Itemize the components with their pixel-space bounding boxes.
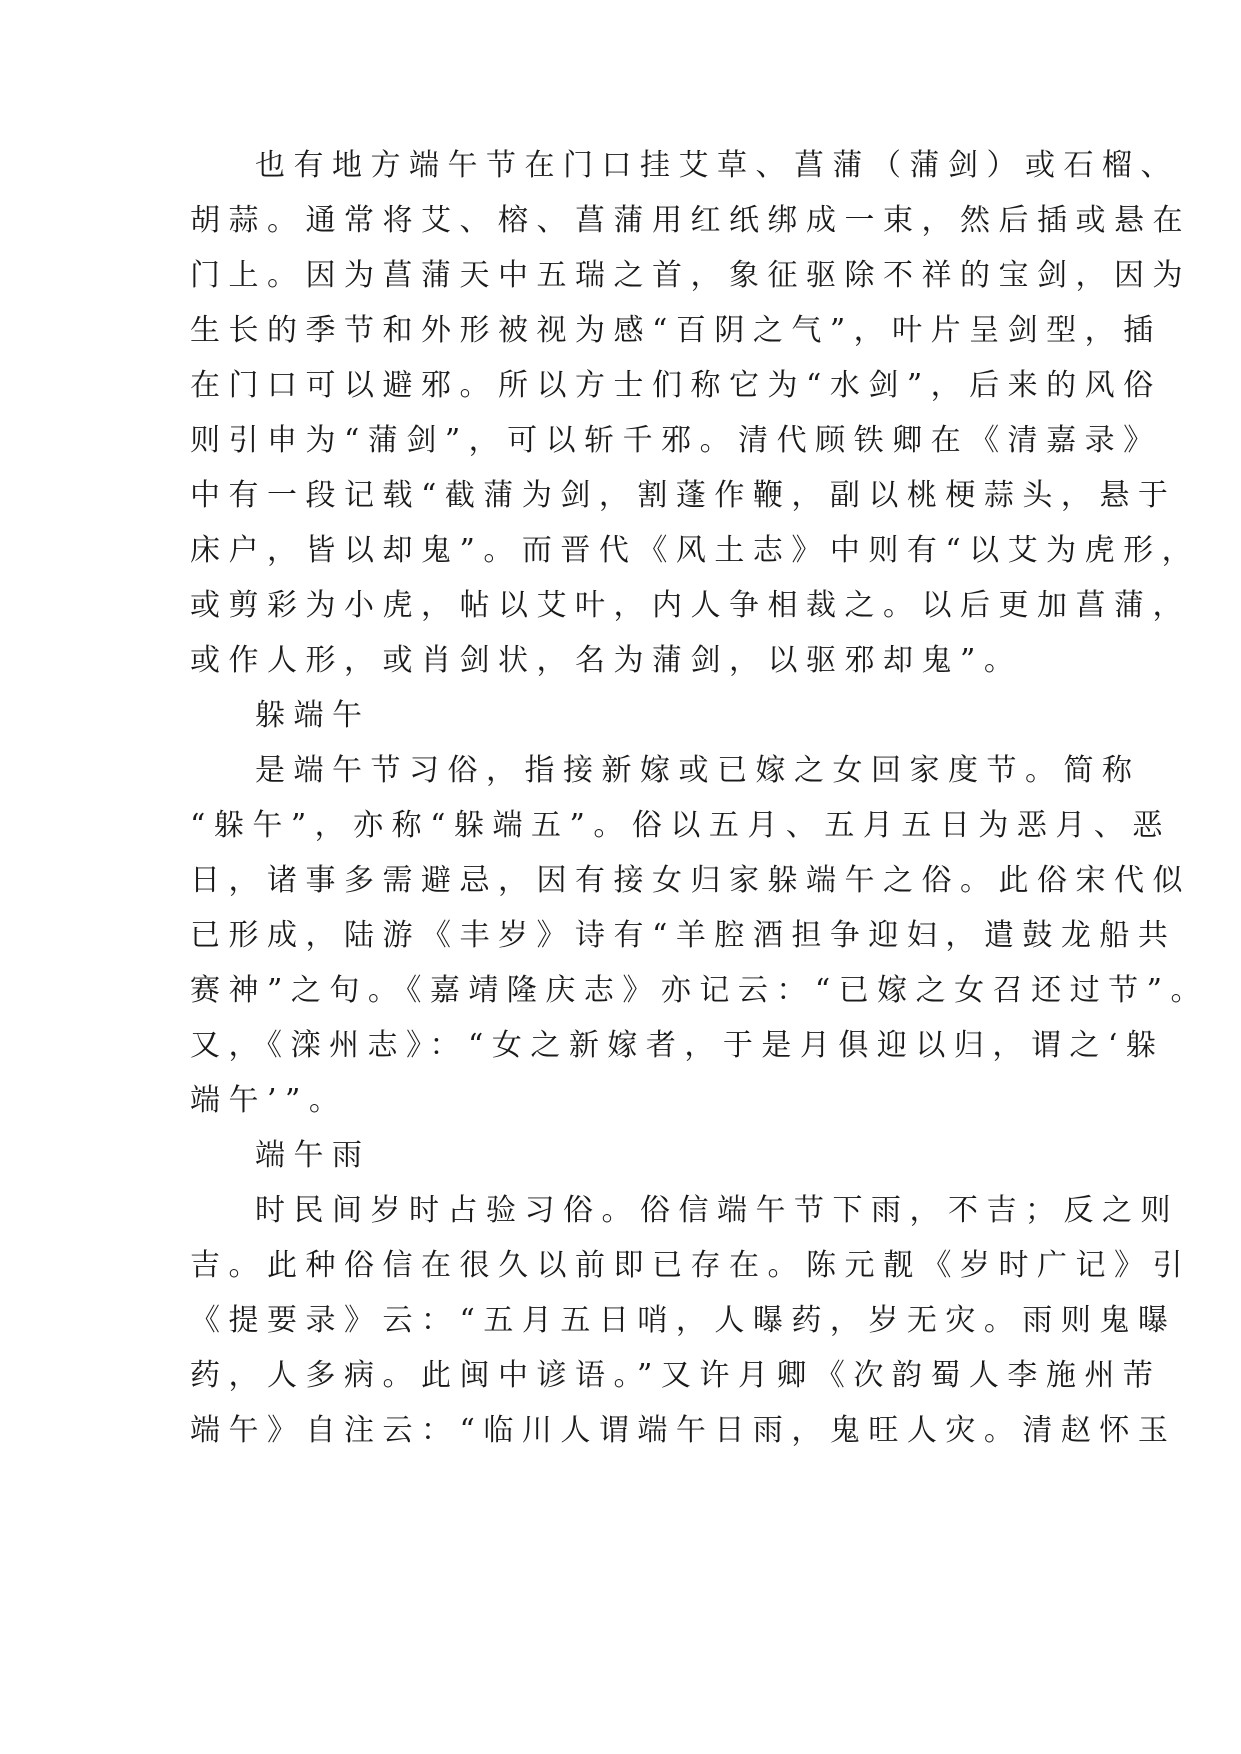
paragraph-3-line-1: 时民间岁时占验习俗。俗信端午节下雨，不吉；反之则 xyxy=(255,1193,1179,1228)
paragraph-3-line-5: 端午》自注云：“临川人谓端午日雨，鬼旺人灾。清赵怀玉 xyxy=(190,1413,1177,1448)
paragraph-1-line-1: 也有地方端午节在门口挂艾草、菖蒲（蒲剑）或石榴、 xyxy=(255,148,1179,183)
paragraph-1-line-3: 门上。因为菖蒲天中五瑞之首，象征驱除不祥的宝剑，因为 xyxy=(190,258,1191,293)
paragraph-2-line-2: “躲午”，亦称“躲端五”。俗以五月、五月五日为恶月、恶 xyxy=(190,808,1171,843)
paragraph-3-line-3: 《提要录》云：“五月五日哨，人曝药，岁无灾。雨则鬼曝 xyxy=(190,1303,1177,1338)
paragraph-3-line-2: 吉。此种俗信在很久以前即已存在。陈元靓《岁时广记》引 xyxy=(190,1248,1191,1283)
paragraph-2-line-1: 是端午节习俗，指接新嫁或已嫁之女回家度节。简称 xyxy=(255,753,1141,788)
paragraph-1-line-8: 床户，皆以却鬼”。而晋代《风土志》中则有“以艾为虎形， xyxy=(190,533,1201,568)
paragraph-2-line-3: 日，诸事多需避忌，因有接女归家躲端午之俗。此俗宋代似 xyxy=(190,863,1191,898)
paragraph-1-line-9: 或剪彩为小虎，帖以艾叶，内人争相裁之。以后更加菖蒲， xyxy=(190,588,1191,623)
paragraph-1-line-10: 或作人形，或肖剑状，名为蒲剑，以驱邪却鬼”。 xyxy=(190,643,1023,678)
paragraph-2-line-4: 已形成，陆游《丰岁》诗有“羊腔酒担争迎妇，遣鼓龙船共 xyxy=(190,918,1177,953)
paragraph-1-line-7: 中有一段记载“截蒲为剑，割蓬作鞭，副以桃梗蒜头，悬于 xyxy=(190,478,1177,513)
paragraph-1-line-2: 胡蒜。通常将艾、榕、菖蒲用红纸绑成一束，然后插或悬在 xyxy=(190,203,1191,238)
paragraph-3-line-4: 药，人多病。此闽中谚语。”又许月卿《次韵蜀人李施州芾 xyxy=(190,1358,1162,1393)
paragraph-2-line-7: 端午’”。 xyxy=(190,1083,348,1118)
paragraph-1-line-5: 在门口可以避邪。所以方士们称它为“水剑”，后来的风俗 xyxy=(190,368,1162,403)
paragraph-1-line-4: 生长的季节和外形被视为感“百阴之气”，叶片呈剑型，插 xyxy=(190,313,1162,348)
paragraph-1-line-6: 则引申为“蒲剑”，可以斩千邪。清代顾铁卿在《清嘉录》 xyxy=(190,423,1162,458)
section-heading-duanwu-yu: 端午雨 xyxy=(255,1138,371,1173)
section-heading-duo-duanwu: 躲端午 xyxy=(255,698,371,733)
paragraph-2-line-6: 又，《滦州志》：“女之新嫁者，于是月俱迎以归，谓之‘躲 xyxy=(190,1028,1165,1063)
paragraph-2-line-5: 赛神”之句。《嘉靖隆庆志》亦记云：“已嫁之女召还过节”。 xyxy=(190,973,1210,1008)
